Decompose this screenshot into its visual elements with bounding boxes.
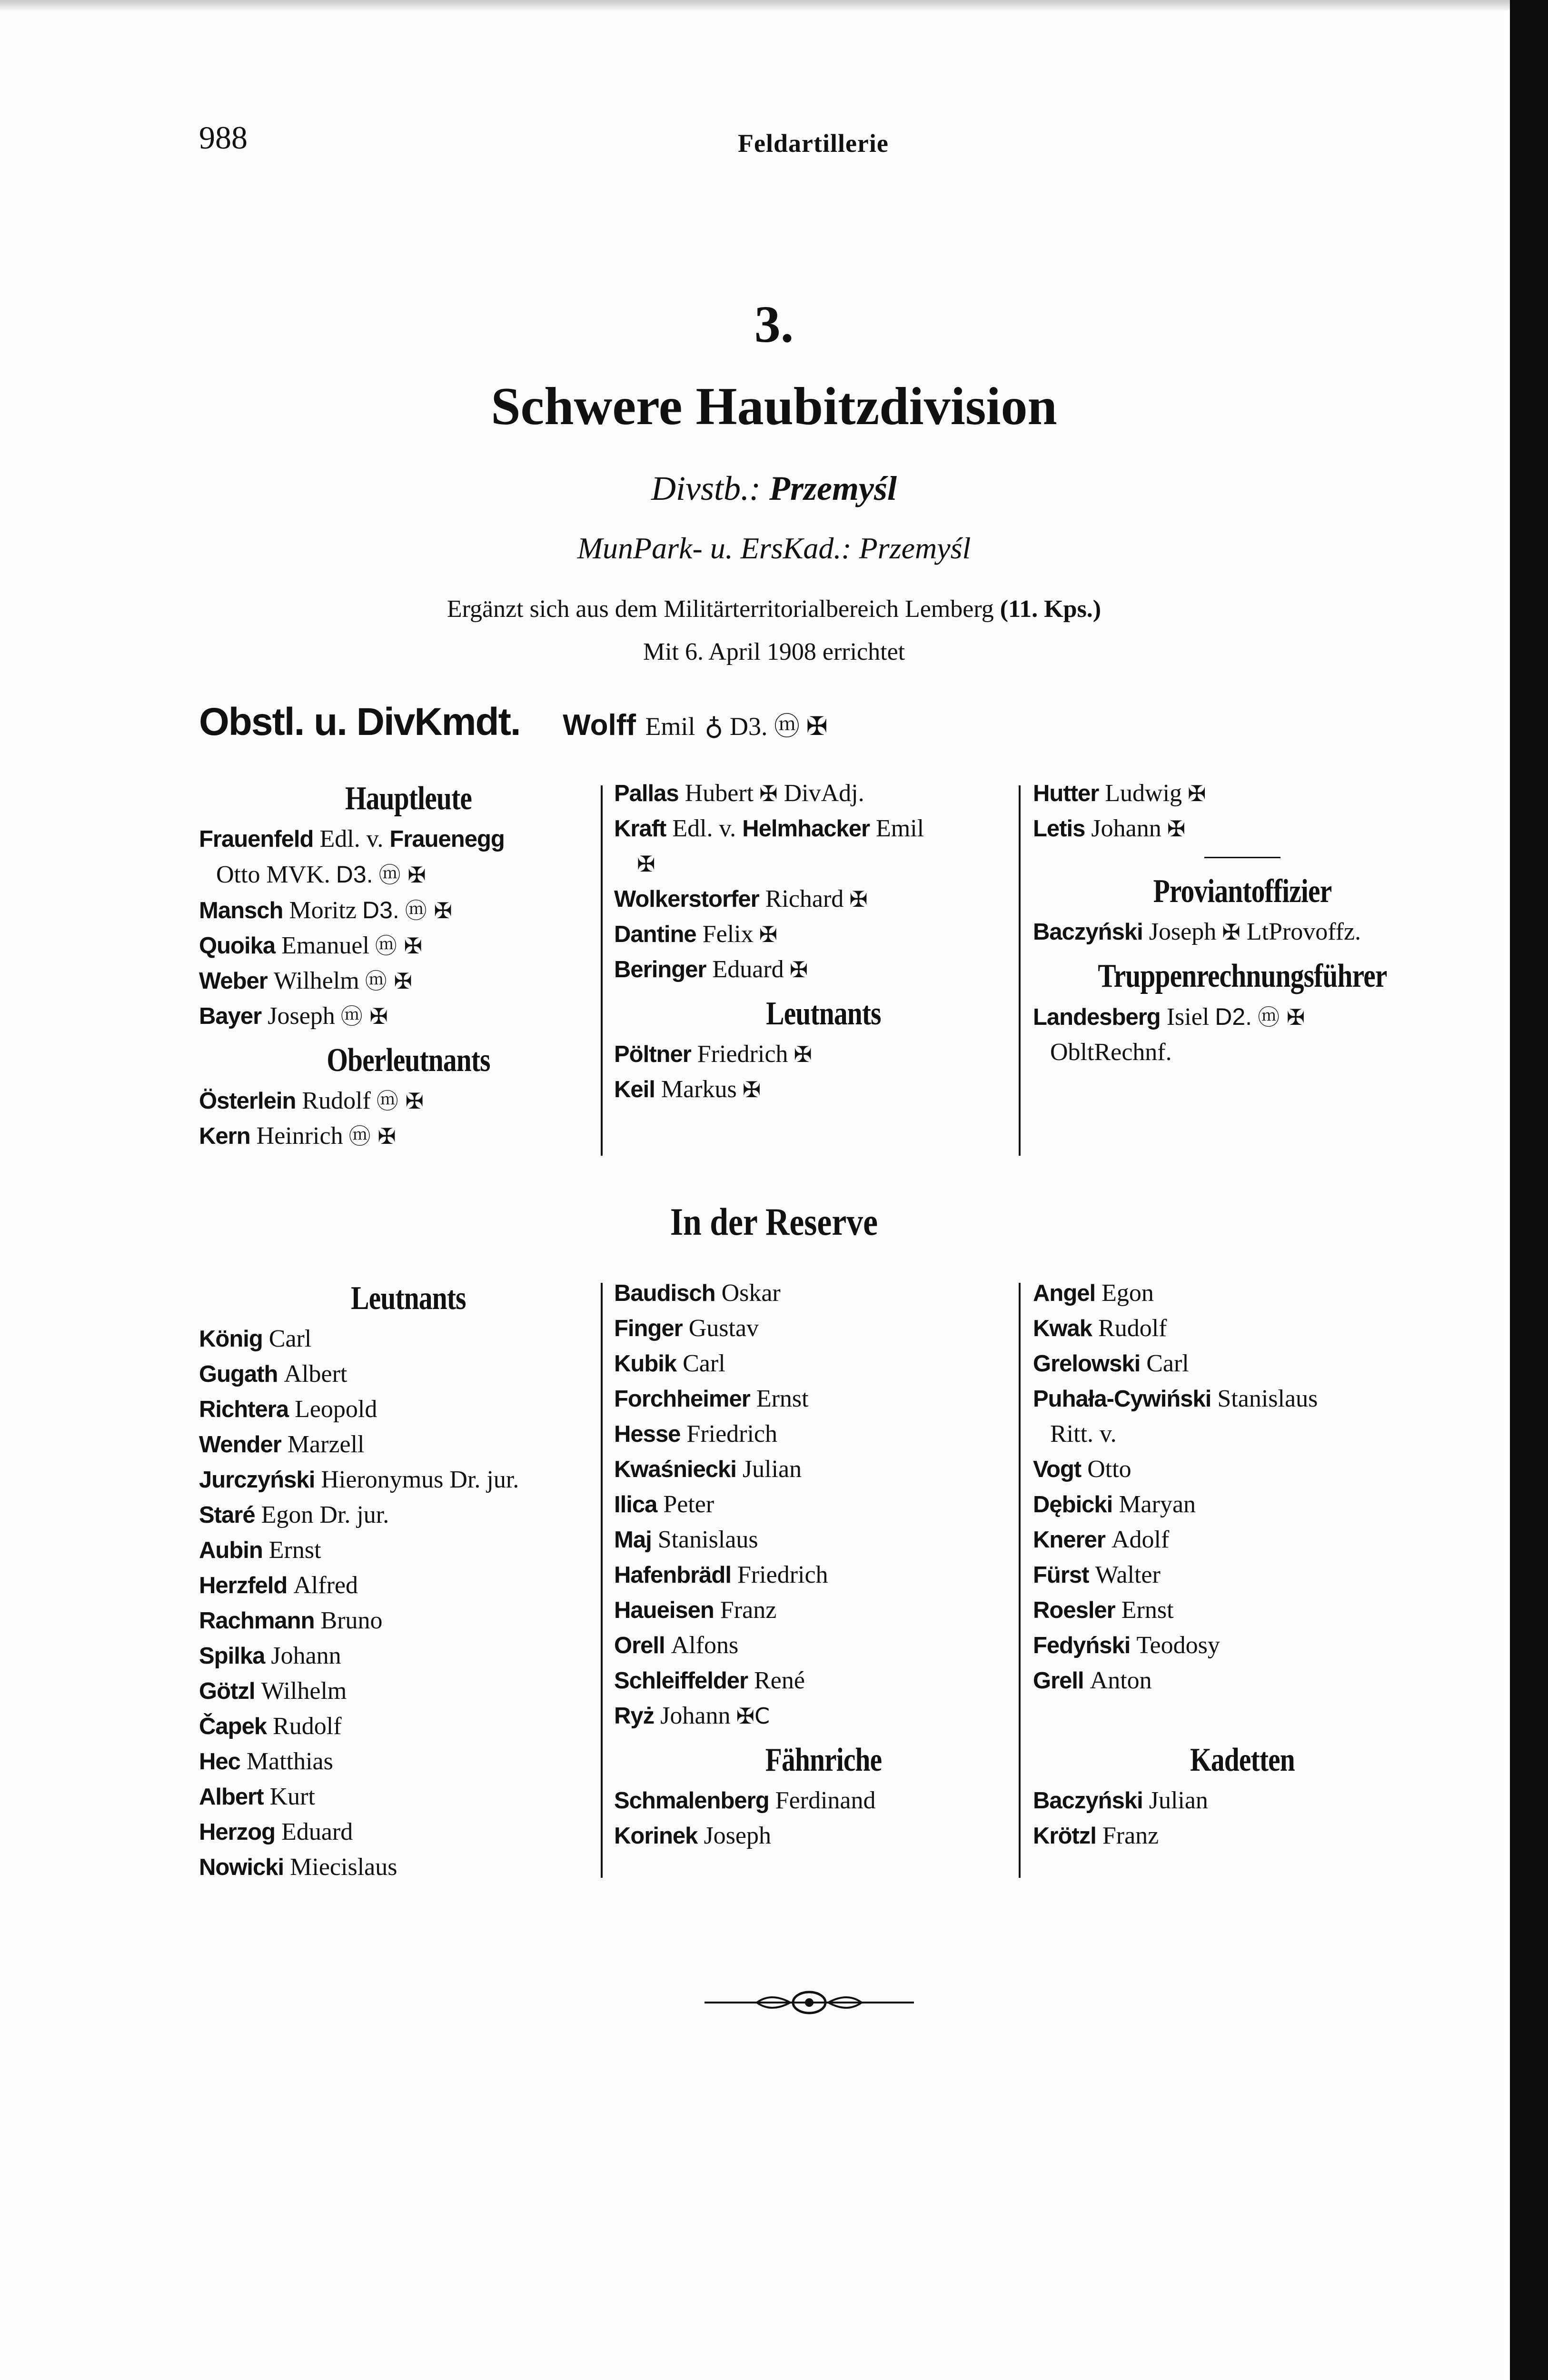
- officer-surname: Hutter: [1033, 781, 1099, 806]
- section-heading: Truppenrechnungsführer: [1098, 958, 1387, 994]
- officer-surname: Nowicki: [199, 1854, 284, 1880]
- entry-continuation: [1033, 1417, 1452, 1452]
- officer-entry: [199, 963, 618, 999]
- officer-given-name: Kurt: [269, 1783, 315, 1810]
- officer-entry: [199, 1709, 618, 1744]
- award-symbols-icon: ✠: [1188, 781, 1206, 806]
- officer-surname: Kubik: [614, 1351, 677, 1377]
- award-symbols-icon: ⓜ ✠: [365, 968, 412, 994]
- officer-given-name: Heinrich: [256, 1122, 343, 1150]
- officer-given-name: Maryan: [1119, 1491, 1196, 1518]
- column-divider: [1019, 785, 1021, 1156]
- officer-surname: Hafenbrädl: [614, 1562, 731, 1588]
- reserve-col-2: [614, 1276, 1033, 1854]
- officer-entry: [614, 917, 1033, 952]
- officer-entry: [1033, 999, 1452, 1035]
- officer-entry: [614, 1037, 1033, 1072]
- officer-entry: [199, 1674, 618, 1709]
- entry-continuation: [614, 846, 1033, 882]
- officer-given-name: Ritt. v.: [1050, 1420, 1117, 1448]
- officer-entry: [614, 1698, 1033, 1734]
- officer-entry: [199, 822, 618, 857]
- officer-surname: Rachmann: [199, 1608, 315, 1634]
- officer-entry: [199, 1119, 618, 1154]
- active-col-3: [1033, 776, 1452, 1070]
- staff-location: [0, 469, 1548, 508]
- award-symbols-icon: ⓜ ✠: [378, 862, 426, 888]
- officer-surname: Götzl: [199, 1678, 255, 1704]
- award-symbols-icon: ⓜ ✠: [405, 898, 452, 923]
- officer-surname: Orell: [614, 1633, 665, 1658]
- officer-surname-predicate: Helmhacker: [742, 816, 870, 842]
- officer-given-name: Wilhelm: [261, 1677, 347, 1705]
- officer-given-name: Richard: [765, 885, 844, 912]
- officer-given-name: Franz: [720, 1597, 777, 1624]
- officer-given-name: Edl. v.: [319, 825, 384, 853]
- officer-surname: Baczyński: [1033, 919, 1143, 945]
- officer-surname: Österlein: [199, 1088, 296, 1114]
- officer-given-name: Stanislaus: [657, 1526, 758, 1553]
- officer-entry: [614, 1276, 1033, 1311]
- officer-surname: Forchheimer: [614, 1386, 750, 1412]
- column-divider: [601, 785, 603, 1156]
- supplement-text: Ergänzt sich aus dem Militärterritorialbereich Lemberg: [447, 595, 994, 623]
- officer-entry: [614, 1628, 1033, 1663]
- award-symbols-icon: ✠: [742, 1077, 761, 1102]
- officer-given-name: Carl: [1146, 1350, 1189, 1377]
- officer-given-name: Ernst: [1121, 1597, 1174, 1624]
- officer-given-name: Moritz: [289, 897, 357, 924]
- officer-given-name: Walter: [1095, 1561, 1161, 1588]
- officer-given-name: Friedrich: [686, 1420, 778, 1448]
- officer-entry: [199, 1427, 618, 1462]
- officer-given-name: Franz: [1102, 1822, 1159, 1849]
- award-symbols-icon: ✠C: [736, 1703, 770, 1729]
- officer-given-name: Friedrich: [697, 1041, 788, 1068]
- commander-given: Emil: [645, 712, 695, 741]
- officer-entry: [1033, 1452, 1452, 1487]
- award-symbols-icon: ✠: [637, 851, 655, 877]
- officer-entry: [199, 1462, 618, 1497]
- section-heading: Oberleutnants: [327, 1042, 490, 1079]
- officer-surname: Pallas: [614, 781, 679, 806]
- officer-entry: [1033, 811, 1452, 846]
- officer-surname: Richtera: [199, 1397, 289, 1422]
- officer-entry: [199, 1392, 618, 1427]
- officer-entry: [1033, 776, 1452, 811]
- officer-surname: Jurczyński: [199, 1467, 315, 1493]
- officer-surname: Quoika: [199, 933, 276, 959]
- officer-surname: Frauenfeld: [199, 826, 314, 852]
- end-ornament: [705, 1986, 914, 2019]
- officer-entry: [614, 776, 1033, 811]
- officer-entry: [199, 1744, 618, 1779]
- officer-given-name: Hubert: [685, 780, 754, 807]
- officer-given-name: Rudolf: [302, 1087, 371, 1114]
- officer-surname: Baudisch: [614, 1280, 715, 1306]
- officer-given-name: Ludwig: [1105, 780, 1182, 807]
- officer-entry: [199, 1533, 618, 1568]
- officer-surname: Čapek: [199, 1714, 267, 1739]
- officer-given-name: Gustav: [688, 1315, 759, 1342]
- officer-given-name: Johann: [660, 1702, 731, 1729]
- officer-entry: [614, 1487, 1033, 1522]
- officer-entry: [199, 1850, 618, 1885]
- officer-given-name: Carl: [268, 1325, 312, 1352]
- staff-place: Przemyśl: [769, 469, 897, 507]
- officer-entry: [614, 811, 1033, 846]
- officer-given-name: Joseph: [704, 1822, 771, 1849]
- reserve-heading: In der Reserve: [670, 1200, 878, 1243]
- officer-given-name: Ernst: [756, 1385, 809, 1412]
- officer-given-name: Rudolf: [273, 1713, 342, 1740]
- corps-ref: (11. Kps.): [1000, 595, 1101, 623]
- officer-given-name: Alfred: [293, 1572, 358, 1599]
- officer-surname: Dębicki: [1033, 1492, 1113, 1517]
- divider-rule: [1204, 857, 1280, 858]
- officer-given-name: Joseph: [268, 1002, 335, 1030]
- officer-entry: [199, 892, 618, 928]
- officer-given-name: Stanislaus: [1217, 1385, 1318, 1412]
- officer-entry: [1033, 1522, 1452, 1557]
- unit-title: Schwere Haubitzdivision: [491, 377, 1057, 436]
- officer-surname: Kwaśniecki: [614, 1457, 736, 1482]
- officer-given-name: Rudolf: [1098, 1315, 1167, 1342]
- officer-entry: [1033, 1628, 1452, 1663]
- officer-given-name: Otto MVK.: [216, 861, 330, 888]
- officer-entry: [614, 1311, 1033, 1346]
- officer-entry: [614, 1452, 1033, 1487]
- officer-entry: [1033, 1663, 1452, 1698]
- officer-given-name: Julian: [742, 1456, 802, 1483]
- staff-label: Divstb.:: [651, 469, 761, 507]
- award-symbols-icon: ✠: [789, 957, 808, 982]
- officer-surname: Aubin: [199, 1537, 263, 1563]
- officer-surname-predicate: Frauenegg: [389, 826, 505, 852]
- spacer: [1033, 1698, 1452, 1734]
- officer-surname: König: [199, 1326, 263, 1352]
- officer-entry: [199, 928, 618, 963]
- officer-entry: [199, 1779, 618, 1815]
- officer-surname: Ilica: [614, 1492, 657, 1517]
- section-heading: Leutnants: [351, 1280, 466, 1317]
- officer-given-name: Johann: [1091, 815, 1161, 842]
- decoration-mark: D3.: [336, 861, 373, 888]
- officer-entry: [1033, 1381, 1452, 1417]
- officer-surname: Wolkerstorfer: [614, 886, 759, 912]
- entry-continuation: [1033, 1035, 1452, 1070]
- officer-given-name: Isiel: [1166, 1003, 1210, 1031]
- officer-surname: Puhała-Cywiński: [1033, 1386, 1211, 1412]
- officer-given-name: Marzell: [287, 1431, 365, 1458]
- officer-surname: Kern: [199, 1123, 250, 1149]
- officer-entry: [1033, 1557, 1452, 1593]
- officer-entry: [1033, 1276, 1452, 1311]
- officer-surname: Angel: [1033, 1280, 1096, 1306]
- officer-surname: Maj: [614, 1527, 652, 1553]
- section-heading: Leutnants: [766, 995, 881, 1032]
- officer-given-name: Otto: [1087, 1456, 1131, 1483]
- officer-surname: Weber: [199, 968, 268, 994]
- officer-given-name: Egon Dr. jur.: [261, 1501, 389, 1528]
- officer-surname: Kraft: [614, 816, 666, 842]
- officer-entry: [199, 1568, 618, 1603]
- officer-function: LtProvoffz.: [1246, 918, 1361, 945]
- officer-surname: Kwak: [1033, 1316, 1092, 1341]
- section-heading: Hauptleute: [345, 780, 472, 817]
- officer-surname: Wender: [199, 1432, 281, 1458]
- officer-surname: Haueisen: [614, 1597, 714, 1623]
- officer-surname: Hec: [199, 1749, 240, 1775]
- officer-given-name: Friedrich: [737, 1561, 828, 1588]
- scan-right-edge: [1510, 0, 1548, 2380]
- officer-surname: Beringer: [614, 957, 706, 982]
- officer-entry: [199, 1083, 618, 1119]
- officer-entry: [1033, 1593, 1452, 1628]
- officer-entry: [199, 1603, 618, 1638]
- officer-given-name: Eduard: [281, 1818, 353, 1845]
- officer-given-name: Hieronymus Dr. jur.: [321, 1466, 519, 1493]
- officer-given-name: Leopold: [295, 1396, 377, 1423]
- officer-surname: Mansch: [199, 898, 283, 923]
- officer-given-name: Joseph: [1149, 918, 1217, 945]
- officer-entry: [614, 1593, 1033, 1628]
- officer-entry: [1033, 1311, 1452, 1346]
- officer-surname: Ryż: [614, 1703, 655, 1729]
- officer-given-name: Bruno: [320, 1607, 383, 1634]
- column-divider: [1019, 1283, 1021, 1878]
- commander-surname: Wolff: [563, 709, 636, 742]
- officer-surname: Krötzl: [1033, 1823, 1096, 1849]
- award-symbols-icon: ⓜ ✠: [348, 1123, 396, 1149]
- officer-surname: Grell: [1033, 1668, 1084, 1694]
- officer-surname: Dantine: [614, 922, 696, 947]
- officer-given-name: Adolf: [1111, 1526, 1170, 1553]
- officer-surname: Herzog: [199, 1819, 276, 1845]
- award-symbols-icon: ✠: [1167, 816, 1186, 842]
- officer-entry: [614, 952, 1033, 987]
- officer-surname: Herzfeld: [199, 1573, 288, 1598]
- page-number: 988: [199, 119, 248, 156]
- scan-top-edge: [0, 0, 1548, 10]
- officer-surname: Landesberg: [1033, 1004, 1161, 1030]
- officer-entry: [199, 1321, 618, 1357]
- active-col-1: [199, 776, 618, 1154]
- officer-surname: Albert: [199, 1784, 264, 1810]
- section-heading: Fähnriche: [765, 1742, 882, 1778]
- officer-given-name: Emanuel: [281, 932, 369, 959]
- officer-surname: Knerer: [1033, 1527, 1105, 1553]
- officer-given-name: Anton: [1090, 1667, 1152, 1694]
- award-symbols-icon: ✠: [794, 1041, 812, 1067]
- officer-given-name: Ernst: [268, 1537, 321, 1564]
- officer-surname: Gugath: [199, 1361, 278, 1387]
- officer-surname: Spilka: [199, 1643, 265, 1669]
- officer-given-name: Egon: [1101, 1279, 1154, 1307]
- officer-entry: [199, 1357, 618, 1392]
- officer-entry: [614, 1783, 1033, 1818]
- commander-decorations: ♁ D3. ⓜ ✠: [705, 712, 828, 741]
- officer-given-name: Matthias: [246, 1748, 333, 1775]
- officer-given-name: Felix: [702, 921, 754, 948]
- officer-given-name: Albert: [284, 1360, 347, 1388]
- officer-entry: [614, 1557, 1033, 1593]
- officer-given-name: Carl: [683, 1350, 725, 1377]
- award-symbols-icon: ✠: [849, 886, 868, 912]
- active-col-2: [614, 776, 1033, 1107]
- officer-given-name: Markus: [661, 1076, 737, 1103]
- reserve-col-3: [1033, 1276, 1452, 1854]
- officer-entry: [614, 1072, 1033, 1107]
- supplement-line: [0, 595, 1548, 623]
- officer-entry: [199, 999, 618, 1034]
- decoration-mark: D2.: [1215, 1003, 1252, 1030]
- officer-given-name: Alfons: [671, 1632, 739, 1659]
- officer-entry: [614, 1346, 1033, 1381]
- officer-entry: [614, 882, 1033, 917]
- award-symbols-icon: ⓜ ✠: [340, 1003, 388, 1029]
- commander-line: [199, 700, 828, 744]
- officer-surname: Fürst: [1033, 1562, 1089, 1588]
- officer-surname: Finger: [614, 1316, 683, 1341]
- officer-given-name: Peter: [663, 1491, 714, 1518]
- officer-given-name: Oskar: [721, 1279, 781, 1307]
- officer-given-name: Miecislaus: [290, 1854, 397, 1881]
- officer-surname: Grelowski: [1033, 1351, 1141, 1377]
- entry-continuation: [199, 857, 618, 892]
- officer-entry: [614, 1417, 1033, 1452]
- officer-given-name: Wilhelm: [273, 967, 359, 994]
- officer-entry: [199, 1638, 618, 1674]
- officer-entry: [1033, 1346, 1452, 1381]
- munpark-location: MunPark- u. ErsKad.: Przemyśl: [577, 531, 971, 565]
- award-symbols-icon: ✠: [759, 922, 778, 947]
- commander-rank: Obstl. u. DivKmdt.: [199, 700, 520, 744]
- officer-function: DivAdj.: [784, 780, 864, 807]
- officer-surname: Bayer: [199, 1003, 262, 1029]
- officer-given-name: ObltRechnf.: [1050, 1039, 1172, 1066]
- award-symbols-icon: ⓜ ✠: [376, 1088, 424, 1114]
- officer-entry: [1033, 914, 1452, 950]
- officer-entry: [614, 1818, 1033, 1854]
- reserve-col-1: [199, 1276, 618, 1885]
- established-line: Mit 6. April 1908 errichtet: [643, 638, 905, 665]
- officer-surname: Keil: [614, 1077, 655, 1102]
- officer-surname: Vogt: [1033, 1457, 1082, 1482]
- award-symbols-icon: ⓜ ✠: [1258, 1004, 1305, 1030]
- officer-given-name: Edl. v.: [672, 815, 736, 842]
- officer-entry: [1033, 1818, 1452, 1854]
- award-symbols-icon: ⓜ ✠: [375, 933, 423, 959]
- officer-surname: Pöltner: [614, 1041, 691, 1067]
- officer-entry: [1033, 1783, 1452, 1818]
- award-symbols-icon: ✠: [1222, 919, 1240, 945]
- officer-entry: [614, 1663, 1033, 1698]
- officer-surname: Korinek: [614, 1823, 698, 1849]
- unit-number: 3.: [754, 295, 794, 353]
- officer-surname: Hesse: [614, 1421, 681, 1447]
- officer-given-name: Teodosy: [1136, 1632, 1220, 1659]
- officer-given-name: René: [754, 1667, 805, 1694]
- officer-entry: [199, 1815, 618, 1850]
- officer-entry: [1033, 1487, 1452, 1522]
- decoration-mark: D3.: [362, 897, 399, 923]
- officer-given-name: Eduard: [712, 956, 784, 983]
- officer-surname: Letis: [1033, 816, 1085, 842]
- officer-function: Emil: [876, 815, 924, 842]
- running-title: Feldartillerie: [738, 129, 889, 158]
- section-heading: Proviantoffizier: [1153, 873, 1332, 910]
- officer-surname: Schmalenberg: [614, 1788, 769, 1814]
- officer-surname: Roesler: [1033, 1597, 1115, 1623]
- officer-surname: Schleiffelder: [614, 1668, 748, 1694]
- officer-entry: [614, 1522, 1033, 1557]
- officer-entry: [199, 1497, 618, 1533]
- officer-given-name: Johann: [271, 1642, 341, 1669]
- section-heading: Kadetten: [1190, 1742, 1295, 1778]
- officer-surname: Staré: [199, 1502, 255, 1528]
- officer-surname: Fedyński: [1033, 1633, 1131, 1658]
- officer-given-name: Ferdinand: [775, 1787, 876, 1814]
- column-divider: [601, 1283, 603, 1878]
- officer-entry: [614, 1381, 1033, 1417]
- officer-surname: Baczyński: [1033, 1788, 1143, 1814]
- award-symbols-icon: ✠: [759, 781, 778, 806]
- officer-given-name: Julian: [1149, 1787, 1208, 1814]
